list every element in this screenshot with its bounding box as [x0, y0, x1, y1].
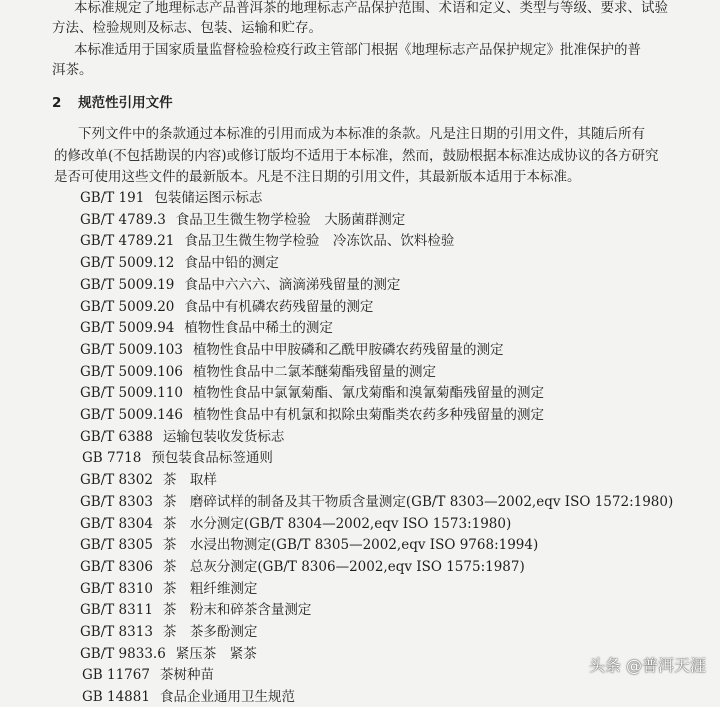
reference-code: GB/T 5009.103 — [80, 342, 183, 358]
reference-title: 植物性食品中有机氯和拟除虫菊酯类农药多种残留量的测定 — [192, 407, 544, 423]
section-heading — [52, 93, 173, 113]
reference-title: 食品中铅的测定 — [184, 255, 279, 271]
reference-title: 食品卫生微生物学检验 冷冻饮品、饮料检验 — [184, 233, 455, 249]
reference-code: GB/T 9833.6 — [80, 646, 166, 662]
reference-item — [80, 318, 333, 338]
reference-title: 茶 粗纤维测定 — [162, 581, 258, 597]
reference-title: 茶 取样 — [162, 472, 217, 488]
paragraph-line-1: 下列文件中的条款通过本标准的引用而成为本标准的条款。凡是注日期的引用文件，其随后所有 — [78, 126, 645, 142]
reference-item — [82, 665, 214, 685]
reference-code: GB/T 5009.146 — [80, 407, 183, 423]
reference-title: 茶 水分测定(GB/T 8304—2002,eqv ISO 1573:1980) — [162, 516, 512, 532]
intro-line-3: 本标准适用于国家质量监督检验检疫行政主管部门根据《地理标志产品保护规定》批准保护的普 — [74, 42, 641, 58]
reference-title: 茶 粉末和碎茶含量测定 — [162, 602, 312, 618]
reference-code: GB/T 8303 — [80, 494, 153, 510]
reference-title: 食品中六六六、滴滴涕残留量的测定 — [184, 277, 401, 293]
reference-item — [80, 600, 311, 620]
reference-code: GB/T 5009.19 — [80, 277, 175, 293]
reference-item — [80, 340, 503, 360]
reference-item — [82, 687, 295, 707]
reference-item — [80, 427, 284, 447]
section-title: 规范性引用文件 — [78, 95, 173, 111]
reference-item — [80, 188, 262, 208]
reference-title: 食品卫生微生物学检验 大肠菌群测定 — [175, 212, 406, 228]
reference-item — [82, 448, 273, 468]
reference-title: 食品中有机磷农药残留量的测定 — [184, 299, 374, 315]
reference-title: 茶 水浸出物测定(GB/T 8305—2002,eqv ISO 9768:1994) — [162, 537, 539, 553]
reference-title: 食品企业通用卫生规范 — [159, 689, 295, 705]
intro-line-1: 本标准规定了地理标志产品普洱茶的地理标志产品保护范围、术语和定义、类型与等级、要求、试验 — [74, 0, 668, 16]
reference-code: GB/T 5009.106 — [80, 364, 183, 380]
reference-item — [80, 644, 257, 664]
paragraph-line-2: 的修改单(不包括勘误的内容)或修订版均不适用于本标准，然而，鼓励根据本标准达成协议的各方研究 — [54, 148, 659, 164]
reference-title: 茶 茶多酚测定 — [162, 624, 258, 640]
reference-item — [80, 470, 217, 490]
reference-item — [80, 253, 279, 273]
reference-code: GB/T 5009.110 — [80, 385, 183, 401]
reference-item — [80, 297, 373, 317]
reference-title: 紧压茶 紧茶 — [175, 646, 257, 662]
reference-code: GB/T 8304 — [80, 516, 153, 532]
reference-code: GB/T 4789.21 — [80, 233, 175, 249]
section-number: 2 — [52, 95, 62, 111]
reference-code: GB/T 8313 — [80, 624, 153, 640]
reference-code: GB/T 5009.20 — [80, 299, 175, 315]
reference-title: 茶 磨碎试样的制备及其干物质含量测定(GB/T 8303—2002,eqv ISO 1572:1980) — [162, 494, 674, 510]
reference-item — [80, 492, 673, 512]
reference-item — [80, 210, 405, 230]
reference-code: GB/T 4789.3 — [80, 212, 166, 228]
reference-title: 运输包装收发货标志 — [162, 429, 285, 445]
reference-title: 植物性食品中甲胺磷和乙酰甲胺磷农药残留量的测定 — [192, 342, 504, 358]
reference-item — [80, 362, 436, 382]
reference-title: 植物性食品中氯氰菊酯、氰戊菊酯和溴氰菊酯残留量的测定 — [192, 385, 544, 401]
reference-code: GB 7718 — [82, 450, 142, 466]
reference-code: GB/T 191 — [80, 190, 145, 206]
reference-item — [80, 275, 400, 295]
reference-title: 植物性食品中二氯苯醚菊酯残留量的测定 — [192, 364, 436, 380]
intro-line-4: 洱茶。 — [52, 62, 93, 78]
reference-code: GB/T 5009.12 — [80, 255, 175, 271]
reference-code: GB/T 5009.94 — [80, 320, 175, 336]
reference-item — [80, 535, 538, 555]
intro-line-2: 方法、检验规则及标志、包装、运输和贮存。 — [52, 20, 322, 36]
watermark: 头条 @普洱天涯 — [588, 656, 706, 675]
reference-title: 植物性食品中稀土的测定 — [184, 320, 333, 336]
reference-code: GB/T 8306 — [80, 559, 153, 575]
reference-code: GB 14881 — [82, 689, 150, 705]
reference-title: 包装储运图示标志 — [154, 190, 263, 206]
reference-title: 茶树种苗 — [159, 667, 214, 683]
reference-code: GB/T 6388 — [80, 429, 153, 445]
reference-item — [80, 383, 544, 403]
reference-item — [80, 514, 511, 534]
reference-code: GB/T 8310 — [80, 581, 153, 597]
reference-code: GB/T 8311 — [80, 602, 153, 618]
reference-code: GB 11767 — [82, 667, 150, 683]
reference-item — [80, 231, 454, 251]
paragraph-line-3: 是否可使用这些文件的最新版本。凡是不注日期的引用文件，其最新版本适用于本标准。 — [54, 169, 581, 185]
reference-item — [80, 579, 257, 599]
reference-title: 茶 总灰分测定(GB/T 8306—2002,eqv ISO 1575:1987) — [162, 559, 525, 575]
reference-title: 预包装食品标签通则 — [151, 450, 273, 466]
reference-code: GB/T 8302 — [80, 472, 153, 488]
reference-item — [80, 405, 544, 425]
reference-item — [80, 557, 525, 577]
reference-code: GB/T 8305 — [80, 537, 153, 553]
reference-item — [80, 622, 257, 642]
